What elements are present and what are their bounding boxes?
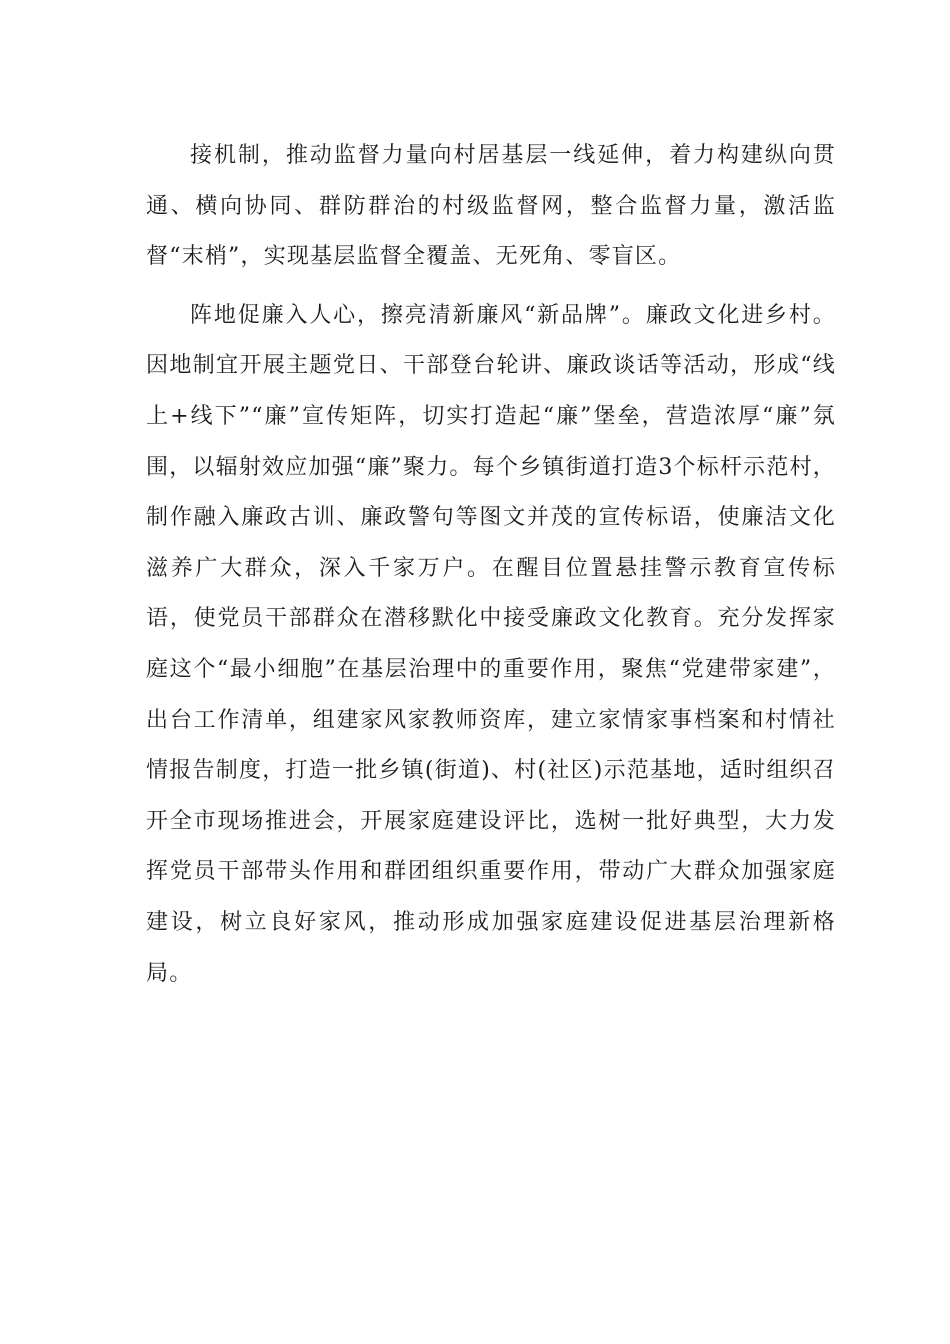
document-body <box>146 131 836 999</box>
paragraph-village-supervision: 接机制，推动监督力量向村居基层一线延伸，着力构建纵向贯通、横向协同、群防群治的村级监督网，整合监督力量，激活监督“末梢”，实现基层监督全覆盖、无死角、零盲区。 <box>146 143 836 270</box>
paragraph-integrity-culture: 阵地促廉入人心，擦亮清新廉风“新品牌”。廉政文化进乡村。因地制宜开展主题党日、干部登台轮讲、廉政谈话等活动，形成“线上+线下”“廉”宣传矩阵，切实打造起“廉”堡垒，营造浓厚“廉”氛围，以辐射效应加强“廉”聚力。每个乡镇街道打造3个标杆示范村，制作融入廉政古训、廉政警句等图文并茂的宣传标语，使廉洁文化滋养广大群众，深入千家万户。在醒目位置悬挂警示教育宣传标语，使党员干部群众在潜移默化中接受廉政文化教育。充分发挥家庭这个“最小细胞”在基层治理中的重要作用，聚焦“党建带家建”，出台工作清单，组建家风家教师资库，建立家情家事档案和村情社情报告制度，打造一批乡镇(街道)、村(社区)示范基地，适时组织召开全市现场推进会，开展家庭建设评比，选树一批好典型，大力发挥党员干部带头作用和群团组织重要作用，带动广大群众加强家庭建设，树立良好家风，推动形成加强家庭建设促进基层治理新格局。 <box>146 302 836 986</box>
